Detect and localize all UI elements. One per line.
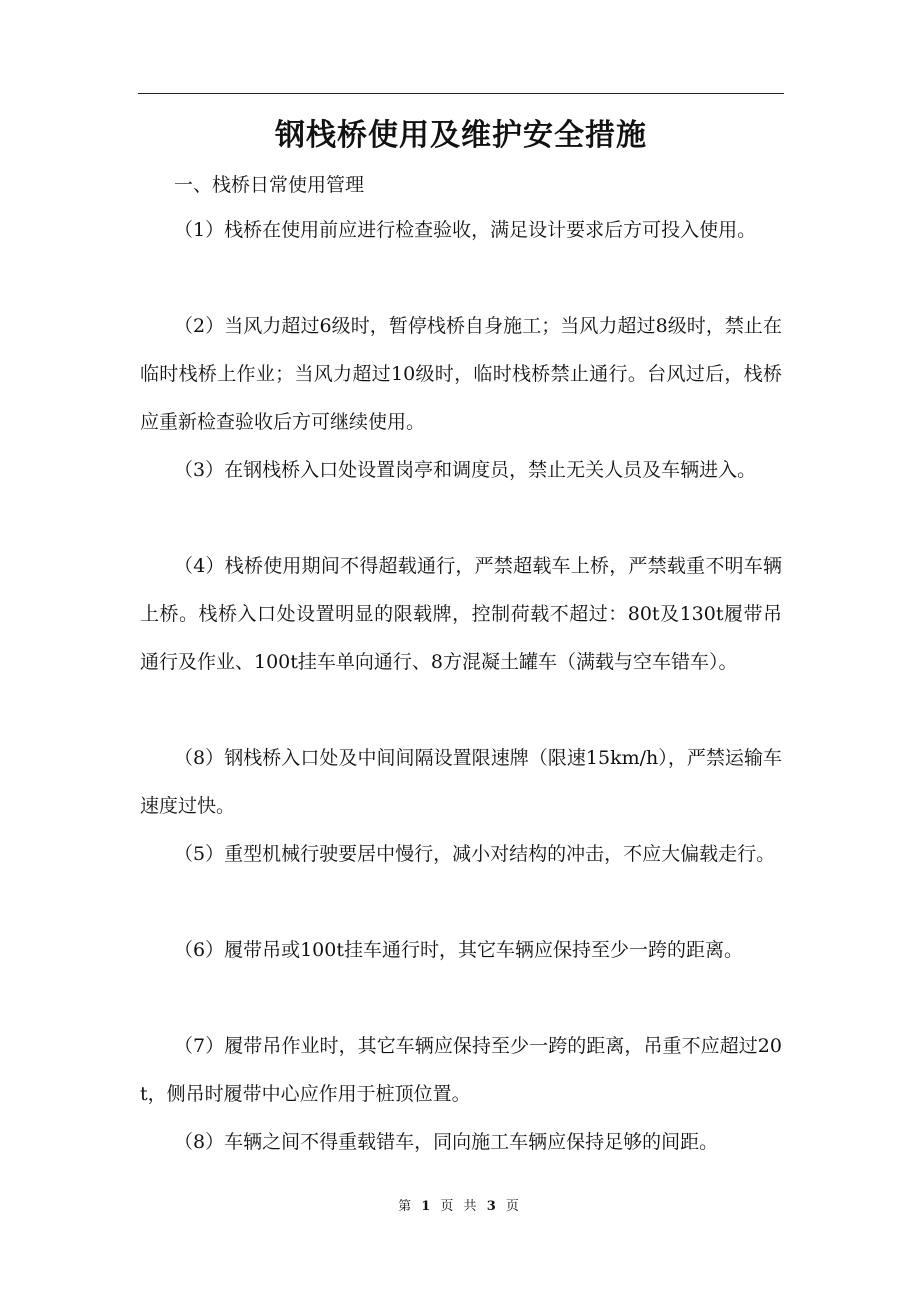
paragraph-7: （6）履带吊或100t挂车通行时，其它车辆应保持至少一跨的距离。 — [174, 939, 743, 961]
page-footer — [0, 1197, 920, 1217]
footer-suffix: 页 — [505, 1199, 522, 1214]
section-heading: 一、栈桥日常使用管理 — [174, 174, 365, 196]
document-title: 钢栈桥使用及维护安全措施 — [275, 118, 647, 153]
header-rule — [138, 93, 784, 94]
footer-middle: 页 共 — [440, 1199, 480, 1214]
footer-page-number: 1 — [421, 1199, 434, 1214]
paragraph-2: （2）当风力超过6级时，暂停栈桥自身施工；当风力超过8级时，禁止在临时栈桥上作业；当风力超过10级时，临时栈桥禁止通行。台风过后，栈桥应重新检查验收后方可继续使用。 — [140, 315, 782, 433]
footer-total-pages: 3 — [486, 1199, 499, 1214]
paragraph-4: （4）栈桥使用期间不得超载通行，严禁超载车上桥，严禁载重不明车辆上桥。栈桥入口处设置明显的限载牌，控制荷载不超过：80t及130t履带吊通行及作业、100t挂车单向通行、8方混凝土罐车（满载与空车错车）。 — [140, 555, 782, 673]
footer-prefix: 第 — [398, 1199, 415, 1214]
paragraph-9: （8）车辆之间不得重载错车，同向施工车辆应保持足够的间距。 — [174, 1131, 719, 1153]
paragraph-8: （7）履带吊作业时，其它车辆应保持至少一跨的距离，吊重不应超过20t，侧吊时履带中心应作用于桩顶位置。 — [140, 1035, 782, 1105]
paragraph-3: （3）在钢栈桥入口处设置岗亭和调度员，禁止无关人员及车辆进入。 — [174, 459, 757, 481]
paragraph-1: （1）栈桥在使用前应进行检查验收，满足设计要求后方可投入使用。 — [174, 219, 757, 241]
paragraph-5: （8）钢栈桥入口处及中间间隔设置限速牌（限速15km/h），严禁运输车速度过快。 — [140, 747, 782, 817]
paragraph-6: （5）重型机械行驶要居中慢行，减小对结构的冲击，不应大偏载走行。 — [174, 843, 776, 865]
